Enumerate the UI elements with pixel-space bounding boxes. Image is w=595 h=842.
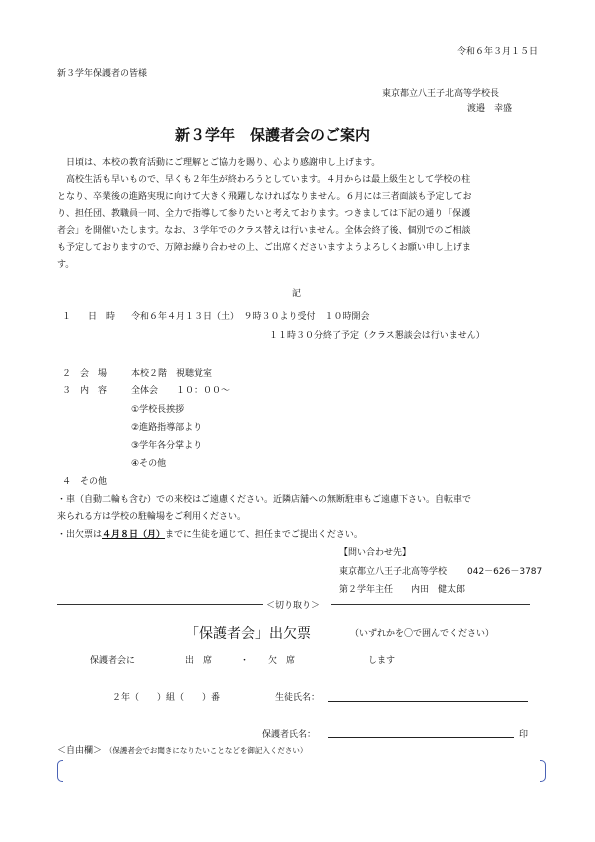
paragraph-greeting <box>57 155 472 274</box>
contact-school: 東京都立八王子北高等学校 <box>339 567 448 577</box>
item3-value: 全体会 １０：００～ <box>131 386 231 396</box>
parent-name-field[interactable] <box>328 737 514 738</box>
contact-phone: 042－626－3787 <box>467 567 543 577</box>
paragraph-line: 者会」を開催いたします。なお、３学年でのクラス替えは行いません。全体会終了後、個別でのご相談 <box>57 226 471 236</box>
item3-sub: ②進路指導部より <box>131 423 203 433</box>
absent-option[interactable]: 欠 席 <box>268 656 296 666</box>
item2-value: 本校２階 視聴覚室 <box>131 369 213 379</box>
item1-line1: 令和６年４月１３日（土） ９時３０より受付 １０時開会 <box>131 312 370 322</box>
note-car-1: ・車（自動二輪も含む）での来校はご遠慮ください。近隣店舗への無断駐車もご遠慮下さい。自転車で <box>57 495 472 505</box>
cut-label: ＜切り取り＞ <box>266 598 320 611</box>
free-field-note: （保護者会でお聞きになりたいことなどを御記入ください） <box>104 746 308 755</box>
cut-line-left <box>57 604 263 605</box>
contact-heading: 【問い合わせ先】 <box>339 548 412 558</box>
item3-num: ３ <box>62 386 72 396</box>
item1-label: 日 時 <box>88 312 116 322</box>
meeting-label: 保護者会に <box>90 656 136 666</box>
item3-label: 内 容 <box>80 386 108 396</box>
note-car-2: 来られる方は学校の駐輪場をご利用ください。 <box>57 512 247 522</box>
issue-date: 令和６年３月１５日 <box>456 47 538 57</box>
note-rsvp-date: ４月８日（月） <box>102 530 166 540</box>
paragraph-line: す。 <box>57 260 75 270</box>
item2-label: 会 場 <box>80 369 108 379</box>
item4-num: ４ <box>62 477 72 487</box>
shimasu-label: します <box>368 656 396 666</box>
paragraph-line: り、担任団、教職員一同、全力で指導して参りたいと考えております。つきましては下記の通り「保護 <box>57 209 471 219</box>
item2-num: ２ <box>62 369 72 379</box>
form-title: 「保護者会」出欠票 <box>185 626 311 642</box>
paragraph-line: 日頃は、本校の教育活動にご理解とご協力を賜り、心より感謝申し上げます。 <box>66 158 381 168</box>
page-title: 新３学年 保護者会のご案内 <box>175 126 371 144</box>
free-field-bracket-right <box>540 760 546 782</box>
item4-label: その他 <box>80 477 108 487</box>
ki-heading: 記 <box>292 289 302 299</box>
parent-name-label: 保護者氏名： <box>262 730 317 740</box>
addressee: 新３学年保護者の皆様 <box>57 69 148 79</box>
cut-line-right <box>331 604 530 605</box>
paragraph-line: 高校生活も早いもので、早くも２年生が終わろうとしています。４月からは最上級生として学校の柱 <box>66 175 471 185</box>
free-field-label <box>57 743 307 756</box>
sender-name: 渡邉 幸盛 <box>467 104 513 114</box>
paragraph-line: も予定しておりますので、万障お繰り合わせの上、ご出席くださいますようよろしくお願い申し上げま <box>57 243 471 253</box>
item1-line2: １１時３０分終了予定（クラス懇談会は行いません） <box>269 331 485 341</box>
contact-person: 第２学年主任 内田 健太郎 <box>339 585 466 595</box>
item3-sub: ③学年各分掌より <box>131 441 203 451</box>
item3-sub: ④その他 <box>131 459 167 469</box>
student-name-field[interactable] <box>328 701 528 702</box>
free-field-input[interactable] <box>64 758 538 782</box>
note-rsvp <box>57 527 363 540</box>
sender-school: 東京都立八王子北高等学校長 <box>382 89 500 99</box>
note-rsvp-pre: ・出欠票は <box>57 530 103 540</box>
paragraph-line: となり、卒業後の進路実現に向けて大きく飛躍しなければなりません。６月には三者面談も予定してお <box>57 192 472 202</box>
attend-option[interactable]: 出 席 <box>185 656 213 666</box>
free-field-bracket-left <box>57 760 63 782</box>
student-name-label: 生徒氏名： <box>275 693 321 703</box>
option-separator: ・ <box>240 656 250 666</box>
class-number-field[interactable]: ２年（ ）組（ ）番 <box>112 693 221 703</box>
form-instruction: （いずれかを〇で囲んでください） <box>350 629 495 639</box>
seal-mark: 印 <box>519 730 529 740</box>
note-rsvp-post: までに生徒を通じて、担任までご提出ください。 <box>165 530 363 540</box>
item3-sub: ①学校長挨拶 <box>131 405 185 415</box>
free-field-title: ＜自由欄＞ <box>57 746 103 756</box>
item1-num: １ <box>62 312 72 322</box>
